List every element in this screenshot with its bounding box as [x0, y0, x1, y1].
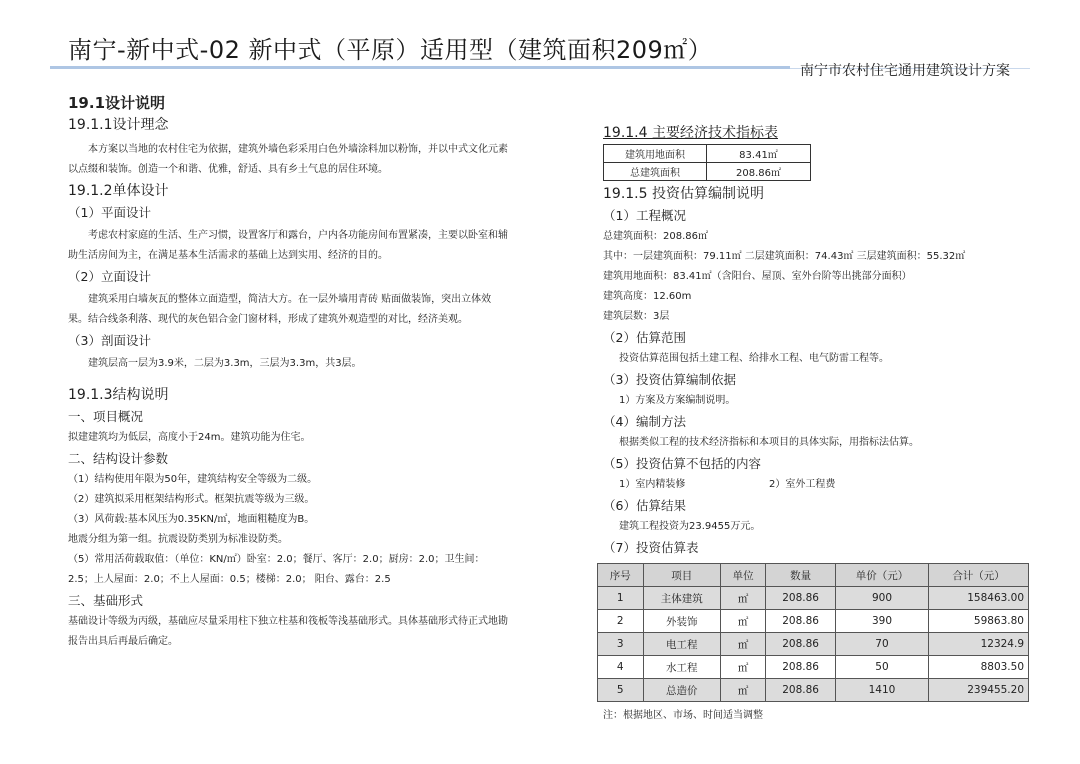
project-overview-title: 一、项目概况 — [68, 409, 144, 424]
method-text: 根据类似工程的技术经济指标和本项目的具体实际，用指标法估算。 — [619, 437, 919, 448]
table-cell: 390 — [835, 610, 928, 633]
list-item: 1）室内精装修 — [619, 479, 686, 490]
page-subtitle: 南宁市农村住宅通用建筑设计方案 — [800, 63, 1010, 79]
overview-line: 建筑高度：12.60m — [603, 291, 692, 302]
table-cell: 208.86㎡ — [707, 163, 811, 181]
table-cell: 70 — [835, 633, 928, 656]
excluded-list — [603, 475, 1043, 495]
table-cell: 83.41㎡ — [707, 145, 811, 163]
section-19-1-3-title: 19.1.3结构说明 — [68, 387, 169, 403]
structural-param-line: （2）建筑拟采用框架结构形式。框架抗震等级为三级。 — [68, 494, 315, 505]
title-underline — [50, 66, 790, 69]
table-cell: 总建筑面积 — [604, 163, 707, 181]
table-row — [598, 679, 1029, 702]
table-cell: 1 — [598, 587, 644, 610]
table-cell: 900 — [835, 587, 928, 610]
section-19-1-1-title: 19.1.1设计理念 — [68, 117, 169, 133]
foundation-text: 基础设计等级为丙级，基础应尽量采用柱下独立柱基和筏板等浅基础形式。具体基础形式待正式地勘报告出具后再最后确定。 — [68, 616, 508, 647]
table-cell: ㎡ — [720, 610, 766, 633]
table-cell: 5 — [598, 679, 644, 702]
table-cell: 208.86 — [766, 679, 835, 702]
econ-indicator-table — [603, 144, 811, 181]
table-cell: 建筑用地面积 — [604, 145, 707, 163]
structural-param-line: 地震分组为第一组。抗震设防类别为标准设防类。 — [68, 534, 288, 545]
overview-line: 总建筑面积：208.86㎡ — [603, 231, 708, 242]
table-cell: 4 — [598, 656, 644, 679]
table-header-row — [598, 564, 1029, 587]
section-19-1-5-title: 19.1.5 投资估算编制说明 — [603, 186, 764, 202]
table-cell: 208.86 — [766, 587, 835, 610]
table-cell: 59863.80 — [929, 610, 1029, 633]
cost-table-title: （7）投资估算表 — [603, 540, 699, 555]
cost-estimate-table — [597, 563, 1029, 702]
column-header: 单价（元） — [835, 564, 928, 587]
table-cell: 208.86 — [766, 633, 835, 656]
column-header: 项目 — [643, 564, 720, 587]
section-design-text: 建筑层高一层为3.9米，二层为3.3m，三层为3.3m，共3层。 — [88, 358, 362, 369]
table-row — [604, 145, 811, 163]
section-design-title: （3）剖面设计 — [68, 333, 151, 348]
table-cell: ㎡ — [720, 587, 766, 610]
list-item: 2）室外工程费 — [769, 479, 836, 490]
table-cell: 3 — [598, 633, 644, 656]
design-concept-text: 本方案以当地的农村住宅为依据，建筑外墙色彩采用白色外墙涂料加以粉饰，并以中式文化元素以点缀和装饰。创造一个和谐、优雅，舒适、具有乡土气息的居住环境。 — [68, 144, 508, 175]
project-overview-text: 拟建建筑均为低层，高度小于24m。建筑功能为住宅。 — [68, 432, 311, 443]
table-row — [598, 656, 1029, 679]
table-cell: 12324.9 — [929, 633, 1029, 656]
table-cell: 208.86 — [766, 610, 835, 633]
column-header: 单位 — [720, 564, 766, 587]
overview-line: 建筑用地面积：83.41㎡（含阳台、屋顶、室外台阶等出挑部分面积） — [603, 271, 912, 282]
table-cell: ㎡ — [720, 656, 766, 679]
table-row — [598, 610, 1029, 633]
structural-param-line: （1）结构使用年限为50年，建筑结构安全等级为二级。 — [68, 474, 318, 485]
table-note: 注：根据地区、市场、时间适当调整 — [603, 710, 763, 721]
table-cell: ㎡ — [720, 679, 766, 702]
structural-param-line: （5）常用活荷载取值：（单位：KN/㎡）卧室：2.0；餐厅、客厅：2.0；厨房：2.0；卫生间：2.5；上人屋面：2.0；不上人屋面：0.5；楼梯：2.0； 阳台、露台：2.5 — [68, 554, 485, 585]
overview-line: 其中：一层建筑面积：79.11㎡ 二层建筑面积：74.43㎡ 三层建筑面积：55.32㎡ — [603, 251, 966, 262]
table-cell: 2 — [598, 610, 644, 633]
table-row — [598, 633, 1029, 656]
excluded-title: （5）投资估算不包括的内容 — [603, 456, 761, 471]
elevation-design-text: 建筑采用白墙灰瓦的整体立面造型，简洁大方。在一层外墙用青砖 贴面做装饰，突出立体效果。结合线条利落、现代的灰色铝合金门窗材料，形成了建筑外观造型的对比，经济美观。 — [68, 294, 492, 325]
table-cell: 1410 — [835, 679, 928, 702]
basis-text: 1）方案及方案编制说明。 — [619, 395, 736, 406]
table-row — [598, 587, 1029, 610]
table-cell: ㎡ — [720, 633, 766, 656]
basis-title: （3）投资估算编制依据 — [603, 372, 736, 387]
table-cell: 158463.00 — [929, 587, 1029, 610]
elevation-design-title: （2）立面设计 — [68, 269, 151, 284]
scope-text: 投资估算范围包括土建工程、给排水工程、电气防雷工程等。 — [619, 353, 889, 364]
method-title: （4）编制方法 — [603, 414, 686, 429]
project-overview-title: （1）工程概况 — [603, 208, 686, 223]
result-text: 建筑工程投资为23.9455万元。 — [619, 521, 761, 532]
table-cell: 8803.50 — [929, 656, 1029, 679]
column-header: 数量 — [766, 564, 835, 587]
table-cell: 电工程 — [643, 633, 720, 656]
table-cell: 208.86 — [766, 656, 835, 679]
section-19-1-4-title: 19.1.4 主要经济技术指标表 — [603, 125, 778, 141]
plan-design-text: 考虑农村家庭的生活、生产习惯，设置客厅和露台，户内各功能房间布置紧凑，主要以卧室和辅助生活房间为主，在满足基本生活需求的基础上达到实用、经济的目的。 — [68, 230, 508, 261]
page-title: 南宁-新中式-02 新中式（平原）适用型（建筑面积209㎡） — [68, 36, 713, 64]
table-cell: 50 — [835, 656, 928, 679]
table-cell: 外装饰 — [643, 610, 720, 633]
table-cell: 总造价 — [643, 679, 720, 702]
column-header: 合计（元） — [929, 564, 1029, 587]
right-column — [603, 122, 1043, 726]
result-title: （6）估算结果 — [603, 498, 686, 513]
structural-param-line: （3）风荷载:基本风压为0.35KN/㎡，地面粗糙度为B。 — [68, 514, 315, 525]
table-cell: 239455.20 — [929, 679, 1029, 702]
scope-title: （2）估算范围 — [603, 330, 686, 345]
overview-line: 建筑层数：3层 — [603, 311, 670, 322]
left-column — [68, 92, 508, 652]
structural-params-title: 二、结构设计参数 — [68, 451, 169, 466]
column-header: 序号 — [598, 564, 644, 587]
section-19-1-title: 19.1设计说明 — [68, 94, 166, 112]
table-row — [604, 163, 811, 181]
table-cell: 主体建筑 — [643, 587, 720, 610]
foundation-title: 三、基础形式 — [68, 593, 144, 608]
section-19-1-2-title: 19.1.2单体设计 — [68, 183, 169, 199]
table-cell: 水工程 — [643, 656, 720, 679]
plan-design-title: （1）平面设计 — [68, 205, 151, 220]
